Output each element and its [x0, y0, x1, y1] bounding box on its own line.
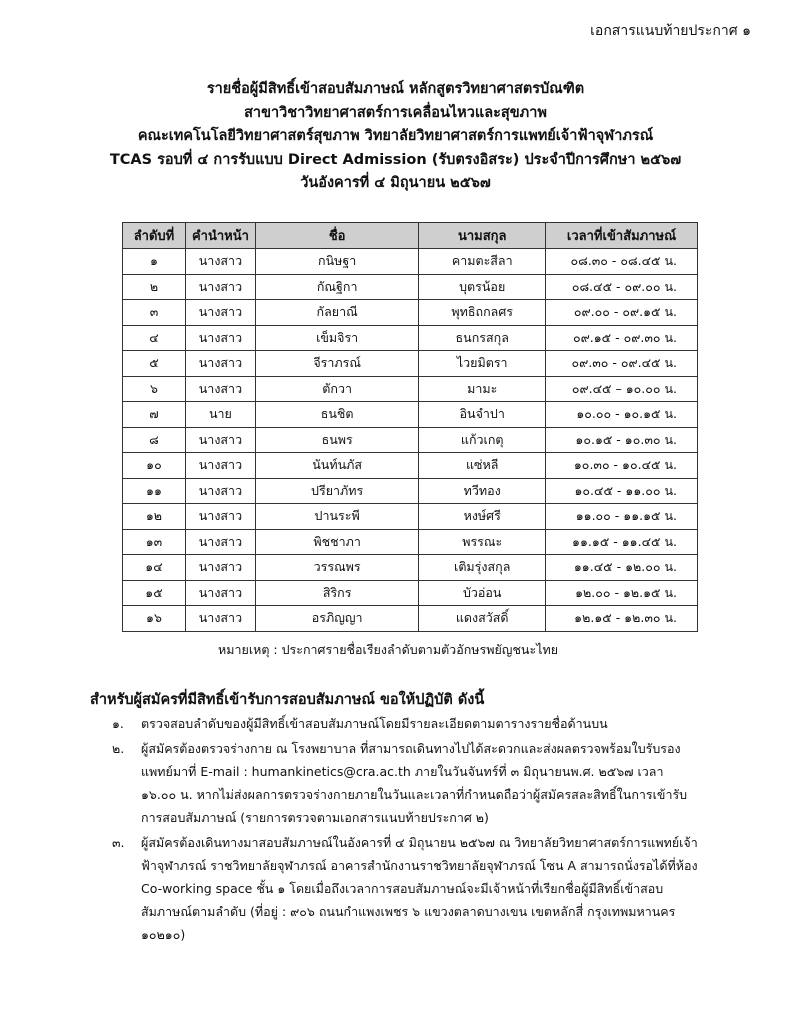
cell-first-name: นันท์นภัส: [255, 453, 418, 479]
instruction-text: ตรวจสอบลำดับของผู้มีสิทธิ์เข้าสอบสัมภาษณ์โดยมีรายละเอียดตามตารางรายชื่อด้านบน: [141, 716, 608, 731]
cell-no: ๑๐: [123, 453, 186, 479]
cell-prefix: นาย: [185, 402, 255, 428]
table-header-row: [123, 223, 698, 249]
instruction-number: ๑.: [112, 716, 124, 731]
cell-no: ๕: [123, 351, 186, 377]
cell-no: ๑๒: [123, 504, 186, 530]
cell-last-name: พุทธิถกลศร: [419, 300, 546, 326]
cell-no: ๔: [123, 325, 186, 351]
cell-prefix: นางสาว: [185, 606, 255, 632]
cell-prefix: นางสาว: [185, 504, 255, 530]
header-first-name: ชื่อ: [255, 223, 418, 249]
header-time: เวลาที่เข้าสัมภาษณ์: [546, 223, 698, 249]
cell-time: ๐๘.๔๕ - ๐๙.๐๐ น.: [546, 274, 698, 300]
table-row: [123, 606, 698, 632]
instruction-item: [112, 737, 702, 829]
instruction-number: ๒.: [112, 741, 125, 756]
header-no: ลำดับที่: [123, 223, 186, 249]
table-note: หมายเหตุ : ประกาศรายชื่อเรียงลำดับตามตัวอักษรพยัญชนะไทย: [218, 642, 559, 657]
table-row: [123, 274, 698, 300]
cell-time: ๑๐.๓๐ - ๑๐.๔๕ น.: [546, 453, 698, 479]
cell-last-name: ธนกรสกุล: [419, 325, 546, 351]
cell-time: ๑๒.๑๕ - ๑๒.๓๐ น.: [546, 606, 698, 632]
cell-prefix: นางสาว: [185, 351, 255, 377]
cell-prefix: นางสาว: [185, 555, 255, 581]
cell-first-name: จีราภรณ์: [255, 351, 418, 377]
cell-time: ๐๙.๐๐ - ๐๙.๑๕ น.: [546, 300, 698, 326]
cell-prefix: นางสาว: [185, 427, 255, 453]
table-row: [123, 402, 698, 428]
title-line-4: TCAS รอบที่ ๔ การรับแบบ Direct Admission (รับตรงอิสระ) ประจำปีการศึกษา ๒๕๖๗: [109, 151, 682, 168]
cell-last-name: มามะ: [419, 376, 546, 402]
table-row: [123, 555, 698, 581]
cell-first-name: กัณฐิกา: [255, 274, 418, 300]
table-body: [123, 249, 698, 632]
instruction-text: ผู้สมัครต้องเดินทางมาสอบสัมภาษณ์ในอังคารที่ ๔ มิถุนายน ๒๕๖๗ ณ วิทยาลัยวิทยาศาสตร์การแพทย์เจ้าฟ้าจุฬาภรณ์ ราชวิทยาลัยจุฬาภรณ์ อาคารสำนักงานราชวิทยาลัยจุฬาภรณ์ โซน A สามารถนั่งรอได้ที่ห้อง Co-working space ชั้น ๑ โดยเมื่อถึงเวลาการสอบสัมภาษณ์จะมีเจ้าหน้าที่เรียกชื่อผู้มีสิทธิ์เข้าสอบสัมภาษณ์ตามลำดับ (ที่อยู่ : ๙๐๖ ถนนกำแพงเพชร ๖ แขวงตลาดบางเขน เขตหลักสี่ กรุงเทพมหานคร ๑๐๒๑๐): [141, 835, 698, 942]
cell-no: ๑๕: [123, 580, 186, 606]
cell-prefix: นางสาว: [185, 300, 255, 326]
cell-last-name: บัวอ่อน: [419, 580, 546, 606]
cell-last-name: แซ่หลี: [419, 453, 546, 479]
table-row: [123, 478, 698, 504]
cell-no: ๘: [123, 427, 186, 453]
title-line-3: คณะเทคโนโลยีวิทยาศาสตร์สุขภาพ วิทยาลัยวิทยาศาสตร์การแพทย์เจ้าฟ้าจุฬาภรณ์: [137, 128, 654, 144]
cell-first-name: สิริกร: [255, 580, 418, 606]
header-last-name: นามสกุล: [419, 223, 546, 249]
table-row: [123, 453, 698, 479]
table-row: [123, 376, 698, 402]
cell-time: ๑๐.๔๕ - ๑๑.๐๐ น.: [546, 478, 698, 504]
cell-prefix: นางสาว: [185, 376, 255, 402]
title-line-2: สาขาวิชาวิทยาศาสตร์การเคลื่อนไหวและสุขภาพ: [244, 104, 547, 121]
cell-prefix: นางสาว: [185, 580, 255, 606]
table-row: [123, 351, 698, 377]
cell-prefix: นางสาว: [185, 478, 255, 504]
cell-last-name: ทวีทอง: [419, 478, 546, 504]
cell-last-name: บุตรน้อย: [419, 274, 546, 300]
cell-prefix: นางสาว: [185, 274, 255, 300]
cell-prefix: นางสาว: [185, 249, 255, 275]
cell-last-name: หงษ์ศรี: [419, 504, 546, 530]
cell-first-name: ธนพร: [255, 427, 418, 453]
instruction-item: [112, 712, 702, 735]
cell-last-name: แดงสวัสดิ์: [419, 606, 546, 632]
instructions-list: [112, 712, 702, 948]
cell-last-name: พรรณะ: [419, 529, 546, 555]
cell-time: ๑๐.๐๐ - ๑๐.๑๕ น.: [546, 402, 698, 428]
title-line-5: วันอังคารที่ ๔ มิถุนายน ๒๕๖๗: [300, 175, 491, 191]
cell-time: ๑๐.๑๕ - ๑๐.๓๐ น.: [546, 427, 698, 453]
cell-time: ๐๙.๓๐ - ๐๙.๔๕ น.: [546, 351, 698, 377]
cell-time: ๐๘.๓๐ - ๐๘.๔๕ น.: [546, 249, 698, 275]
cell-no: ๑๖: [123, 606, 186, 632]
cell-last-name: คามตะสีลา: [419, 249, 546, 275]
cell-first-name: พิชชาภา: [255, 529, 418, 555]
cell-time: ๑๑.๔๕ - ๑๒.๐๐ น.: [546, 555, 698, 581]
instruction-text: ผู้สมัครต้องตรวจร่างกาย ณ โรงพยาบาล ที่สามารถเดินทางไปได้สะดวกและส่งผลตรวจพร้อมใบรับรองแพทย์มาที่ E-mail : humankinetics@cra.ac.th ภายในวันจันทร์ที่ ๓ มิถุนายนพ.ศ. ๒๕๖๗ เวลา ๑๖.๐๐ น. หากไม่ส่งผลการตรวจร่างกายภายในวันและเวลาที่กำหนดถือว่าผู้สมัครสละสิทธิ์ในการเข้ารับการสอบสัมภาษณ์ (รายการตรวจตามเอกสารแนบท้ายประกาศ ๒): [141, 741, 688, 825]
cell-last-name: แก้วเกตุ: [419, 427, 546, 453]
table-row: [123, 427, 698, 453]
cell-prefix: นางสาว: [185, 325, 255, 351]
cell-last-name: เติมรุ่งสกุล: [419, 555, 546, 581]
interview-roster-table: [122, 222, 698, 632]
title-line-1: รายชื่อผู้มีสิทธิ์เข้าสอบสัมภาษณ์ หลักสูตรวิทยาศาสตรบัณฑิต: [206, 81, 585, 97]
cell-first-name: เข็มจิรา: [255, 325, 418, 351]
cell-time: ๑๑.๑๕ - ๑๑.๔๕ น.: [546, 529, 698, 555]
cell-no: ๗: [123, 402, 186, 428]
cell-first-name: อรภิญญา: [255, 606, 418, 632]
cell-last-name: ไวยมิตรา: [419, 351, 546, 377]
table-row: [123, 580, 698, 606]
cell-first-name: ปรียาภัทร: [255, 478, 418, 504]
instruction-item: [112, 831, 702, 946]
header-prefix: คำนำหน้า: [185, 223, 255, 249]
table-row: [123, 249, 698, 275]
cell-no: ๓: [123, 300, 186, 326]
cell-first-name: กนิษฐา: [255, 249, 418, 275]
table-row: [123, 325, 698, 351]
cell-first-name: ตักวา: [255, 376, 418, 402]
instructions-heading: สำหรับผู้สมัครที่มีสิทธิ์เข้ารับการสอบสัมภาษณ์ ขอให้ปฏิบัติ ดังนี้: [90, 692, 485, 708]
cell-prefix: นางสาว: [185, 529, 255, 555]
cell-no: ๑๔: [123, 555, 186, 581]
table-row: [123, 300, 698, 326]
cell-no: ๒: [123, 274, 186, 300]
cell-prefix: นางสาว: [185, 453, 255, 479]
cell-last-name: อินจำปา: [419, 402, 546, 428]
cell-first-name: ธนชิต: [255, 402, 418, 428]
cell-no: ๑๓: [123, 529, 186, 555]
table-row: [123, 504, 698, 530]
cell-no: ๖: [123, 376, 186, 402]
cell-time: ๐๙.๑๕ - ๐๙.๓๐ น.: [546, 325, 698, 351]
cell-first-name: วรรณพร: [255, 555, 418, 581]
attachment-label: เอกสารแนบท้ายประกาศ ๑: [590, 23, 751, 39]
cell-time: ๑๒.๐๐ - ๑๒.๑๕ น.: [546, 580, 698, 606]
table-row: [123, 529, 698, 555]
cell-first-name: ปานระพี: [255, 504, 418, 530]
cell-no: ๑: [123, 249, 186, 275]
cell-no: ๑๑: [123, 478, 186, 504]
cell-time: ๑๑.๐๐ - ๑๑.๑๕ น.: [546, 504, 698, 530]
cell-time: ๐๙.๔๕ – ๑๐.๐๐ น.: [546, 376, 698, 402]
cell-first-name: กัลยาณี: [255, 300, 418, 326]
document-title: [0, 78, 791, 196]
instruction-number: ๓.: [112, 835, 125, 850]
